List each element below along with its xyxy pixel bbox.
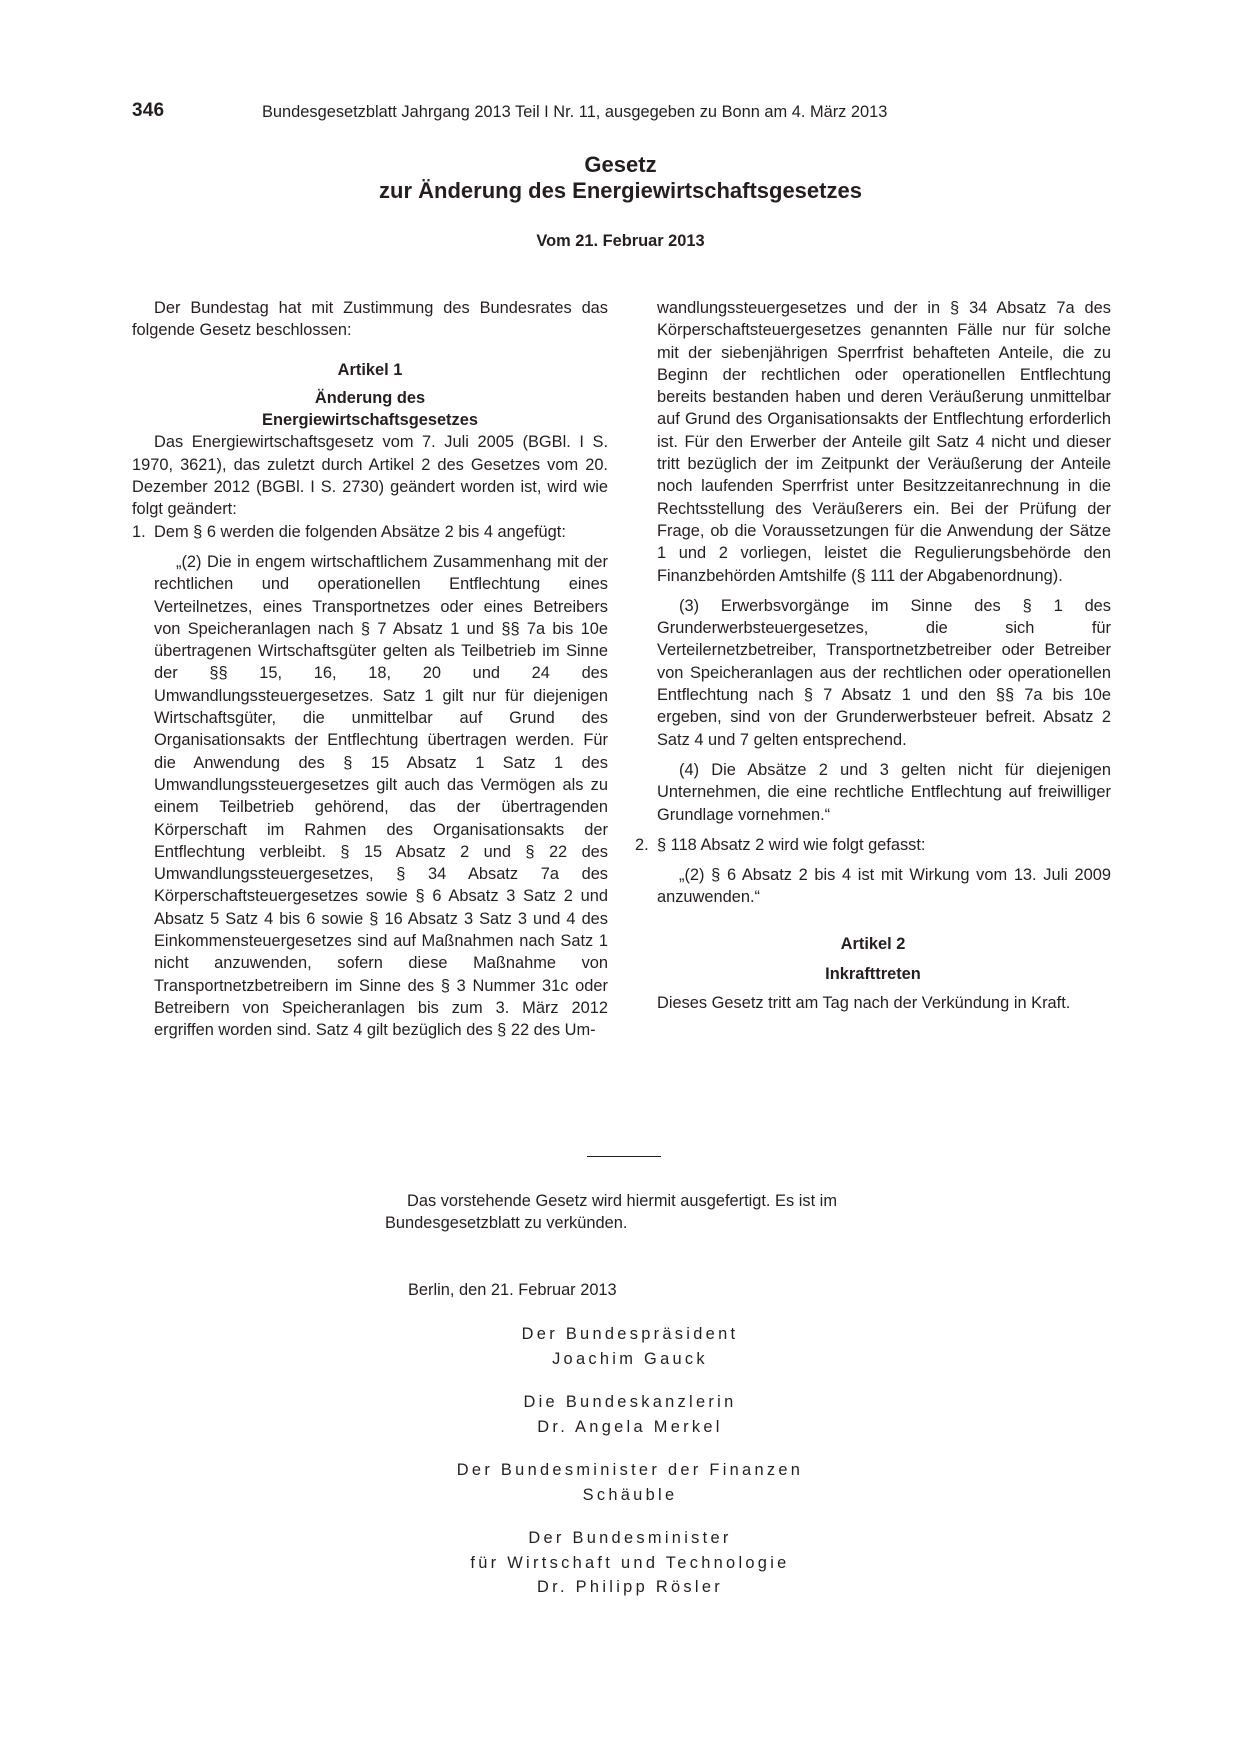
signatory-name: Dr. Philipp Rösler bbox=[536, 1578, 724, 1596]
signatory-office: Der Bundespräsident bbox=[521, 1325, 739, 1343]
signature-block bbox=[380, 1390, 880, 1439]
signature-block bbox=[380, 1526, 880, 1600]
item-1-text: Dem § 6 werden die folgenden Absätze 2 bis 4 angefügt: bbox=[154, 522, 566, 541]
signatory-name: Schäuble bbox=[582, 1485, 678, 1504]
title-line-2: zur Änderung des Energiewirtschaftsgesetzes bbox=[379, 178, 862, 203]
section-divider bbox=[587, 1156, 661, 1157]
left-column bbox=[132, 297, 608, 1042]
item-2-quote: „(2) § 6 Absatz 2 bis 4 ist mit Wirkung vom 13. Juli 2009 anzuwenden.“ bbox=[657, 866, 1111, 907]
article-1-number: Artikel 1 bbox=[337, 360, 403, 379]
article-2-number: Artikel 2 bbox=[840, 934, 906, 953]
enactment-statement: Das vorstehende Gesetz wird hiermit ausgefertigt. Es ist im Bundesgesetzblatt zu verkünden. bbox=[385, 1192, 837, 1233]
signatory-office: für Wirtschaft und Technologie bbox=[470, 1553, 790, 1572]
item-2-text: § 118 Absatz 2 wird wie folgt gefasst: bbox=[657, 835, 926, 854]
amendment-item-1 bbox=[132, 521, 608, 543]
running-head: Bundesgesetzblatt Jahrgang 2013 Teil I Nr. 11, ausgegeben zu Bonn am 4. März 2013 bbox=[262, 103, 888, 121]
item-1-number: 1. bbox=[132, 522, 146, 541]
item-2-number: 2. bbox=[635, 835, 649, 854]
article-1-title-line-2: Energiewirtschaftsgesetzes bbox=[262, 411, 478, 430]
preamble: Der Bundestag hat mit Zustimmung des Bundesrates das folgende Gesetz beschlossen: bbox=[132, 299, 608, 340]
signatory-office: Der Bundesminister bbox=[528, 1529, 732, 1547]
signatory-office: Die Bundeskanzlerin bbox=[523, 1393, 737, 1411]
signatures bbox=[380, 1322, 880, 1619]
article-2-title: Inkrafttreten bbox=[825, 965, 921, 984]
signature-block bbox=[380, 1458, 880, 1507]
signatory-name: Dr. Angela Merkel bbox=[537, 1417, 723, 1436]
article-2-text: Dieses Gesetz tritt am Tag nach der Verkündung in Kraft. bbox=[657, 994, 1071, 1013]
article-1-title-line-1: Änderung des bbox=[314, 388, 426, 407]
place-and-date: Berlin, den 21. Februar 2013 bbox=[408, 1281, 617, 1299]
page-number: 346 bbox=[132, 100, 165, 121]
signatory-name: Joachim Gauck bbox=[552, 1349, 708, 1368]
signature-block bbox=[380, 1322, 880, 1371]
article-1-intro: Das Energiewirtschaftsgesetz vom 7. Juli 2005 (BGBl. I S. 1970, 3621), das zuletzt durch Artikel 2 des Gesetzes vom 20. Dezember 2012 (BGBl. I S. 2730) geändert worden ist, wird wie folgt geändert: bbox=[132, 433, 608, 519]
law-date: Vom 21. Februar 2013 bbox=[536, 232, 705, 250]
title-block bbox=[0, 152, 1241, 204]
item-1-paragraph-3: (3) Erwerbsvorgänge im Sinne des § 1 des Grunderwerbsteuergesetzes, die sich für Verteilernetzbetreiber, Transportnetzbetreiber oder Betreiber von Speicheranlagen aus der rechtlichen oder operationellen Entflechtung nach § 7 Absatz 1 und den §§ 7a bis 10e ergeben, sind von der Grunderwerbsteuer befreit. Absatz 2 Satz 4 und 7 gelten entsprechend. bbox=[657, 596, 1111, 749]
item-1-paragraph-4: (4) Die Absätze 2 und 3 gelten nicht für diejenigen Unternehmen, die eine rechtliche Entflechtung auf freiwilliger Grundlage vornehmen.“ bbox=[657, 760, 1111, 824]
title-line-1: Gesetz bbox=[584, 152, 657, 177]
item-1-quote-part-2: wandlungssteuergesetzes und der in § 34 Absatz 7a des Körperschaftsteuergesetzes genannten Fälle nur für solche mit der siebenjährigen Sperrfrist behafteten Anteile, die zu Beginn der rechtlichen oder operationellen Entflechtung bereits bestanden haben und deren Veräußerung unmittelbar auf Grund des Organisationsakts der Entflechtung erforderlich ist. Für den Erwerber der Anteile gilt Satz 4 nicht und dieser tritt bezüglich der im Zeitpunkt der Veräußerung der Anteile noch laufenden Sperrfrist unter Besitzzeitanrechnung in die Rechtsstellung des Veräußerers ein. Bei der Prüfung der Frage, ob die Voraussetzungen für die Anwendung der Sätze 1 und 2 vorliegen, leistet die Regulierungsbehörde den Finanzbehörden Amtshilfe (§ 111 der Abgabenordnung). bbox=[657, 299, 1111, 585]
right-column bbox=[635, 297, 1111, 1015]
closing-statement bbox=[385, 1190, 860, 1235]
signatory-office: Der Bundesminister der Finanzen bbox=[456, 1461, 804, 1479]
item-1-quote-part-1: „(2) Die in engem wirtschaftlichem Zusammenhang mit der rechtlichen und operationellen Entflechtung eines Verteilnetzes, eines Transportnetzes oder eines Betreibers von Speicheranlagen nach § 7 Absatz 1 und §§ 7a bis 10e übertragenen Wirtschaftsgüter gelten als Teilbetrieb im Sinne der §§ 15, 16, 18, 20 und 24 des Umwandlungssteuergesetzes. Satz 1 gilt nur für diejenigen Wirtschaftsgüter, die unmittelbar auf Grund des Organisationsakts der Entflechtung übertragen werden. Für die Anwendung des § 15 Absatz 1 Satz 1 des Umwandlungssteuergesetzes gilt auch das Vermögen als zu einem Teilbetrieb gehörend, das der übertragenden Körperschaft im Rahmen des Organisationsakts der Entflechtung verbleibt. § 15 Absatz 2 und § 22 des Umwandlungssteuergesetzes, § 34 Absatz 7a des Körperschaftsteuergesetzes sowie § 6 Absatz 3 Satz 2 und Absatz 5 Satz 4 bis 6 sowie § 16 Absatz 3 Satz 3 und 4 des Einkommensteuergesetzes sind auf Maßnahmen nach Satz 1 nicht anzuwenden, sofern diese Maßnahme von Transportnetzbetreibern im Sinne des § 3 Nummer 31c oder Betreibern von Speicheranlagen bis zum 3. März 2012 ergriffen worden sind. Satz 4 gilt bezüglich des § 22 des Um- bbox=[154, 552, 608, 1040]
amendment-item-2 bbox=[635, 834, 1111, 856]
